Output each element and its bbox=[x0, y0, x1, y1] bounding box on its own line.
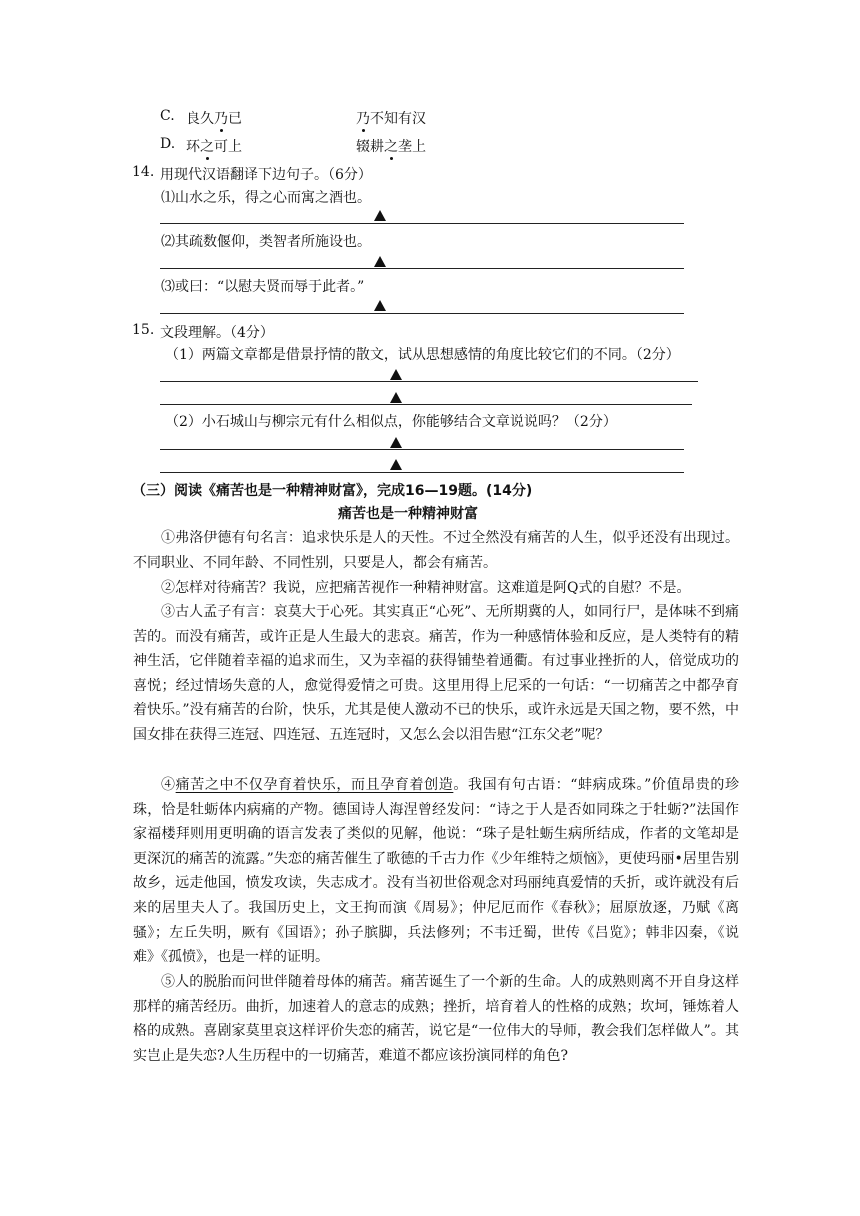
option-d-right-pre: 辍耕 bbox=[356, 139, 384, 155]
q15-title: 文段理解。（4分） bbox=[160, 325, 274, 341]
paragraph-5: ⑤人的脱胎而问世伴随着母体的痛苦。痛苦诞生了一个新的生命。人的成熟则离不开自身这样那样的痛苦经历。曲折，加速着人的意志的成熟；挫折，培育着人的性格的成熟；坎坷，锤炼着人格的成熟。喜剧家莫里哀这样评价失恋的痛苦，说它是“一位伟大的导师，教会我们怎样做人”。其实岂止是失恋?人生历程中的一切痛苦，难道不都应该扮演同样的角色? bbox=[133, 974, 739, 1064]
option-d-left bbox=[186, 136, 242, 156]
option-c-right-dotted: 乃 bbox=[356, 108, 370, 128]
paragraph-1: ①弗洛伊德有句名言：追求快乐是人的天性。不过全然没有痛苦的人生，似乎还没有出现过。不同职业、不同年龄、不同性别，只要是人，都会有痛苦。 bbox=[133, 530, 739, 571]
option-d-right bbox=[356, 136, 426, 156]
answer-triangle-icon bbox=[390, 392, 402, 403]
option-c-left-pre: 良久 bbox=[186, 111, 214, 127]
option-d-right-dotted: 之 bbox=[384, 136, 398, 156]
paragraph-4 bbox=[133, 773, 739, 970]
q14-item-1: ⑴山水之乐，得之心而寓之酒也。 bbox=[161, 190, 371, 206]
option-d-left-post: 可上 bbox=[214, 139, 242, 155]
q14-item-3: ⑶或曰：“以慰夫贤而辱于此者。” bbox=[161, 279, 365, 295]
q14-item-2: ⑵其疏数偃仰，类智者所施设也。 bbox=[161, 234, 371, 250]
option-d-left-dotted: 之 bbox=[200, 136, 214, 156]
answer-triangle-icon bbox=[374, 300, 386, 311]
paragraph-3: ③古人孟子有言：哀莫大于心死。其实真正“心死”、无所期冀的人，如同行尸，是体味不到痛苦的。而没有痛苦，或许正是人生最大的悲哀。痛苦，作为一种感情体验和反应，是人类特有的精神生活，它伴随着幸福的追求而生，又为幸福的获得铺垫着通衢。有过事业挫折的人，倍觉成功的喜悦；经过情场失意的人，愈觉得爱情之可贵。这里用得上尼采的一句话：“一切痛苦之中都孕育着快乐。”没有痛苦的台阶，快乐，尤其是使人激动不已的快乐，或许永远是天国之物，要不然，中国女排在获得三连冠、四连冠、五连冠时，又怎么会以泪告慰“江东父老”呢？ bbox=[133, 604, 739, 743]
option-c-left-dotted: 乃 bbox=[214, 108, 228, 128]
answer-line[interactable] bbox=[160, 268, 684, 269]
answer-line[interactable] bbox=[160, 381, 698, 382]
section-heading: （三）阅读《痛苦也是一种精神财富》，完成16—19题。(14分) bbox=[132, 483, 533, 499]
answer-line[interactable] bbox=[160, 449, 684, 450]
q15-item-2: （2）小石城山与柳宗元有什么相似点，你能够结合文章说说吗？（2分） bbox=[165, 414, 617, 430]
answer-triangle-icon bbox=[374, 256, 386, 267]
answer-triangle-icon bbox=[374, 210, 386, 221]
answer-triangle-icon bbox=[390, 437, 402, 448]
q15-number: 15. bbox=[132, 322, 155, 338]
option-c-label: C. bbox=[160, 108, 175, 124]
answer-line[interactable] bbox=[160, 313, 684, 314]
q14-title: 用现代汉语翻译下边句子。（6分） bbox=[160, 167, 372, 183]
answer-triangle-icon bbox=[390, 369, 402, 380]
option-d-left-pre: 环 bbox=[186, 139, 200, 155]
q14-number: 14. bbox=[132, 164, 155, 180]
paragraph-4-number: ④ bbox=[161, 777, 176, 793]
underlined-sentence: 痛苦之中不仅孕育着快乐，而且孕育着创造 bbox=[175, 777, 454, 793]
option-d-right-post: 垄上 bbox=[398, 139, 426, 155]
option-c-right bbox=[356, 108, 426, 128]
option-c-left bbox=[186, 108, 242, 128]
q15-item-1: （1）两篇文章都是借景抒情的散文，试从思想感情的角度比较它们的不同。（2分） bbox=[165, 347, 680, 363]
paragraph-4-rest: 。我国有句古语：“蚌病成珠。”价值昂贵的珍珠，恰是牡蛎体内病痛的产物。德国诗人海涅曾经发问：“诗之于人是否如同珠之于牡蛎?”法国作家福楼拜则用更明确的语言发表了类似的见解，他说：“珠子是牡蛎生病所结成，作者的文笔却是更深沉的痛苦的流露。”失恋的痛苦催生了歌德的千古力作《少年维特之烦恼》，更使玛丽•居里告别故乡，远走他国，愤发攻读，失志成才。没有当初世俗观念对玛丽纯真爱情的夭折，或许就没有后来的居里夫人了。我国历史上，文王拘而演《周易》；仲尼厄而作《春秋》；屈原放逐，乃赋《离骚》；左丘失明，厥有《国语》；孙子膑脚，兵法修列；不韦迁蜀，世传《吕览》；韩非囚秦，《说难》《孤愤》，也是一样的证明。 bbox=[133, 777, 739, 966]
option-c-left-post: 已 bbox=[228, 111, 242, 127]
article-title: 痛苦也是一种精神财富 bbox=[338, 506, 478, 522]
option-c-right-post: 不知有汉 bbox=[370, 111, 426, 127]
answer-line[interactable] bbox=[160, 472, 684, 473]
answer-line[interactable] bbox=[160, 223, 684, 224]
option-d-label: D. bbox=[160, 136, 176, 152]
paragraph-2: ②怎样对待痛苦？我说，应把痛苦视作一种精神财富。这难道是阿Q式的自慰？不是。 bbox=[161, 580, 691, 596]
answer-line[interactable] bbox=[160, 404, 692, 405]
answer-triangle-icon bbox=[390, 459, 402, 470]
